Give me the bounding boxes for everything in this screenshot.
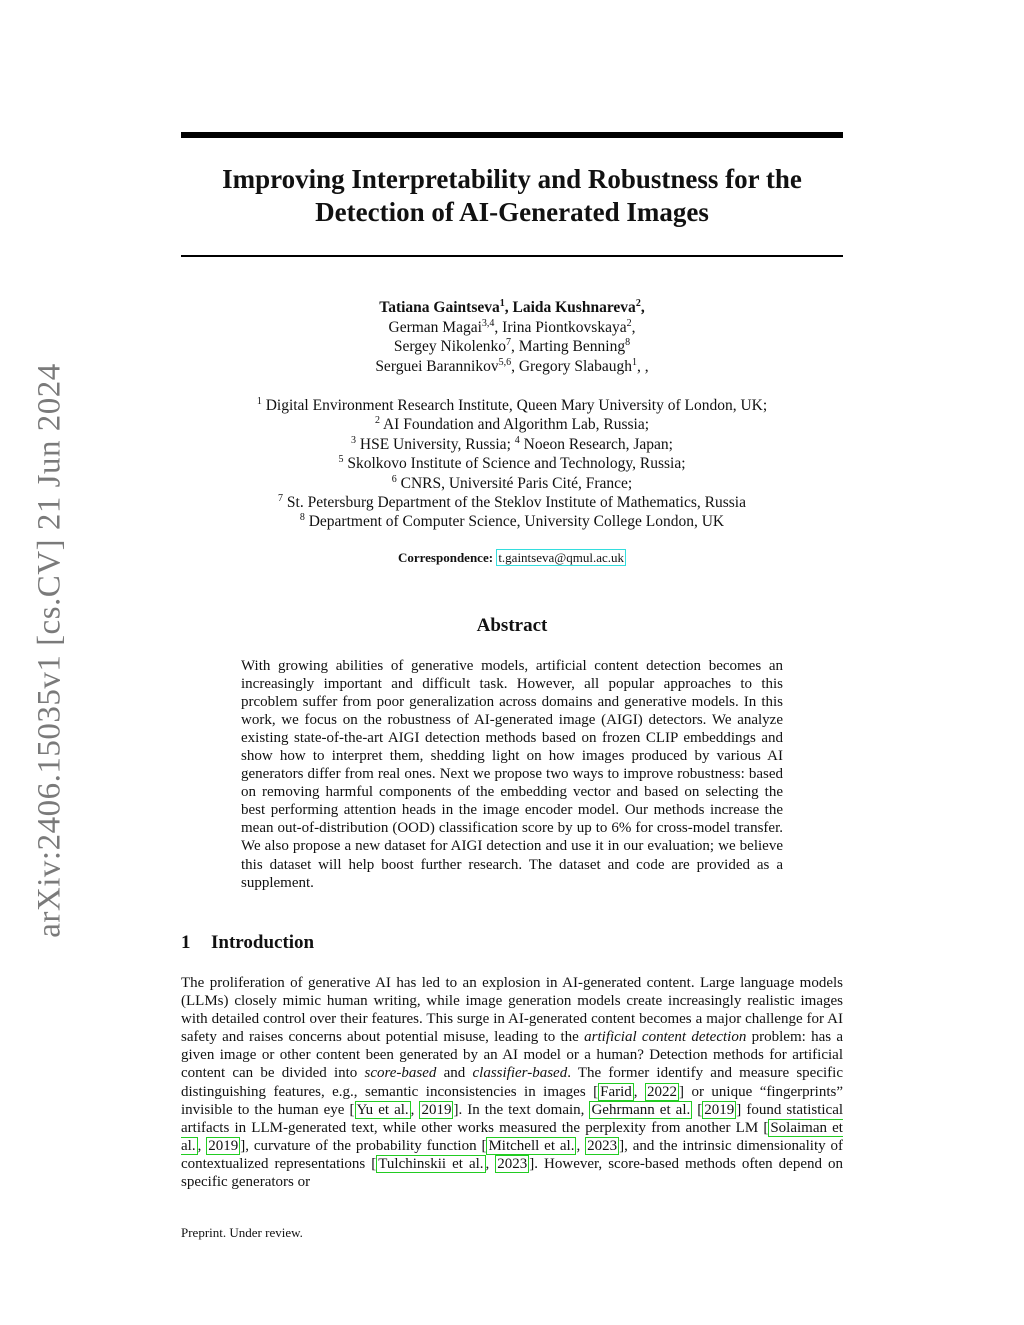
title-line-2: Detection of AI-Generated Images — [315, 197, 709, 227]
author-name: Marting Benning — [518, 338, 626, 355]
footer-note: Preprint. Under review. — [181, 1225, 303, 1240]
citation-link[interactable]: Tulchinskii et al. — [378, 1155, 484, 1172]
affiliation-text: Noeon Research, Japan; — [523, 435, 673, 453]
author-affiliation-mark: 1 — [632, 356, 638, 368]
title-top-rule — [181, 132, 843, 138]
title-line-1: Improving Interpretability and Robustness for the — [222, 164, 802, 194]
affiliation-text: Skolkovo Institute of Science and Technology, Russia; — [347, 455, 686, 473]
affiliation-line-5 — [181, 474, 843, 493]
author-name: Serguei Barannikov — [375, 357, 499, 375]
affiliation-number: 6 — [391, 473, 397, 485]
affiliation-text: Digital Environment Research Institute, Queen Mary University of London, UK; — [265, 397, 768, 414]
affiliation-number: 7 — [278, 493, 284, 505]
author-affiliation-mark: 5,6 — [498, 356, 512, 368]
affiliation-number: 5 — [338, 454, 344, 466]
author-line-3: Sergey Nikolenko$^7$, Marting Benning$^8$ — [393, 337, 631, 355]
affiliation-line-4 — [181, 454, 843, 473]
correspondence — [181, 549, 843, 567]
author-line-4: Serguei Barannikov$^{5,6}$, Gregory Slabaugh$^1$, , — [375, 356, 649, 375]
citation-link[interactable]: 2019 — [704, 1101, 735, 1118]
citation-link[interactable]: 2019 — [421, 1101, 452, 1118]
affiliation-number: 1 — [256, 396, 262, 407]
intro-text: problem: has a given image or other content been generated by an AI model or a human? Detection methods for artificial content can be divided into — [181, 1029, 843, 1082]
author-name: Tatiana Gaintseva — [379, 299, 500, 316]
author-affiliation-mark: 8 — [625, 337, 631, 348]
intro-text: or unique “fingerprints” invisible to the human eye — [181, 1083, 844, 1118]
section-heading-introduction — [181, 932, 314, 954]
author-name: German Magai — [388, 318, 482, 336]
affiliation-line-2 — [181, 415, 843, 434]
arxiv-id: arXiv:2406.15035v1 [cs.CV] 21 Jun 2024 — [31, 362, 68, 938]
author-name: Sergey Nikolenko — [393, 338, 506, 355]
author-list — [181, 298, 843, 376]
intro-emphasis: artificial content detection — [584, 1029, 747, 1046]
citation-link[interactable]: Solaiman et al. — [181, 1119, 843, 1154]
intro-text: . However, score-based methods often depend on specific generators or — [181, 1155, 844, 1191]
title-bottom-rule — [181, 255, 843, 257]
citation-link[interactable]: Yu et al. — [356, 1101, 409, 1118]
affiliation-number: 3 — [351, 434, 357, 446]
intro-emphasis: classifier-based — [472, 1065, 568, 1082]
paper-title — [181, 163, 843, 229]
intro-text: , and the intrinsic dimensionality of contextualized representations — [181, 1137, 843, 1172]
affiliation-line-7 — [181, 512, 843, 531]
intro-text: and — [436, 1065, 473, 1082]
intro-text: . In the text domain, — [458, 1101, 590, 1118]
affiliation-number: 8 — [299, 512, 305, 524]
affiliation-line-3 — [181, 435, 843, 454]
author-line-2: German Magai$^{3,4}$, Irina Piontkovskaya$^2$, — [388, 317, 636, 336]
author-name: Gregory Slabaugh — [518, 357, 633, 375]
author-line-1: Tatiana Gaintseva$^1$, Laida Kushnareva$^2$, — [379, 298, 645, 316]
author-name: Irina Piontkovskaya — [502, 318, 627, 336]
introduction-paragraph: The proliferation of generative AI has led to an explosion in AI-generated content. Large language models (LLMs) closely mimic human writing, while image generation models create increasingly realistic images with detailed control over their features. This surge in AI-generated content becomes a major challenge for AI safety and raises concerns about potential misuse, leading to the artificial content detection problem: has a given image or other content been generated by an AI model or a human? Detection methods for artificial content can be divided into score-based and classifier-based. The former identify and measure specific distinguishing features, e.g., semantic inconsistencies in images [ Farid , 2022 ] or unique “fingerprints” invisible to the human eye [ Yu et al. , 2019 ]. In the text domain, Gehrmann et al. [ 2019 ] found statistical artifacts in LLM-generated text, while other works measured the perplexity from another LM [ Solaiman et al. , 2019 ], curvature of the probability function [ Mitchell et al. , 2023 ], and the intrinsic dimensionality of contextualized representations [ Tulchinskii et al. , 2023 ]. However, score-based methods often depend on specific generators or — [181, 975, 844, 1191]
correspondence-email-link[interactable]: t.gaintseva@qmul.ac.uk — [498, 550, 625, 565]
affiliation-text: AI Foundation and Algorithm Lab, Russia; — [382, 416, 650, 434]
affiliation-list — [181, 396, 843, 532]
intro-text: The proliferation of generative AI has led to an explosion in AI-generated content. Large language models (LLMs) closely mimic human writing, while image generation models create increasingly realistic images with detailed control over their features. This surge in AI-generated content becomes a major challenge for AI safety and raises concerns about potential misuse, leading to the — [181, 975, 843, 1046]
citation-link[interactable]: Mitchell et al. — [488, 1137, 575, 1154]
abstract-text: With growing abilities of generative models, artificial content detection becomes an increasingly important and difficult task. However, all popular approaches to this prcoblem suffer from poor generalization across domains and generative models. In this work, we focus on the robustness of AI-generated image (AIGI) detectors. We analyze existing state-of-the-art AIGI detection methods based on frozen CLIP embeddings and show how to interpret them, shedding light on how images produced by various AI generators differ from real ones. Next we propose two ways to improve robustness: based on removing harmful components of the embedding vector and based on selecting the best performing attention heads in the image encoder model. Our methods increase the mean out-of-distribution (OOD) classification score by up to 6% for cross-model transfer. We also propose a new dataset for AIGI detection and use it in our evaluation; we believe this dataset will help boost further research. The dataset and code are provided as a supplement. — [241, 658, 783, 891]
intro-emphasis: score-based — [364, 1065, 437, 1082]
correspondence-label: Correspondence: — [397, 550, 494, 565]
intro-text: found statistical artifacts in LLM-generated text, while other works measured the perplexity from another LM — [181, 1101, 844, 1136]
author-name: Laida Kushnareva — [512, 299, 636, 316]
citation-link[interactable]: 2023 — [587, 1137, 618, 1154]
affiliation-number: 2 — [374, 415, 380, 427]
affiliation-line-6 — [181, 493, 843, 512]
author-affiliation-mark: 3,4 — [481, 317, 495, 329]
affiliation-text: HSE University, Russia; — [359, 435, 511, 453]
citation-link[interactable]: 2023 — [497, 1155, 528, 1172]
affiliation-text: St. Petersburg Department of the Steklov Institute of Mathematics, Russia — [286, 494, 746, 512]
affiliation-number: 4 — [514, 434, 520, 446]
arxiv-sidebar-stamp — [20, 360, 80, 940]
citation-link[interactable]: 2019 — [208, 1137, 239, 1154]
intro-text: , curvature of the probability function — [245, 1137, 482, 1154]
author-affiliation-mark: 7 — [505, 337, 511, 348]
section-title: Introduction — [211, 932, 315, 953]
author-affiliation-mark: 2 — [626, 317, 632, 329]
intro-text: . The former identify and measure specific distinguishing features, e.g., semantic inconsistencies in images — [181, 1065, 843, 1100]
author-affiliation-mark: 2 — [635, 298, 641, 309]
citation-link[interactable]: Gehrmann et al. — [591, 1101, 691, 1118]
citation-link[interactable]: Farid — [600, 1083, 632, 1100]
author-affiliation-mark: 1 — [499, 298, 505, 309]
affiliation-text: CNRS, Université Paris Cité, France; — [400, 474, 633, 492]
affiliation-line-1 — [181, 396, 843, 415]
affiliation-text: Department of Computer Science, University College London, UK — [308, 513, 725, 531]
citation-link[interactable]: 2022 — [647, 1083, 678, 1100]
section-number: 1 — [181, 932, 191, 953]
abstract-heading: Abstract — [476, 615, 548, 636]
